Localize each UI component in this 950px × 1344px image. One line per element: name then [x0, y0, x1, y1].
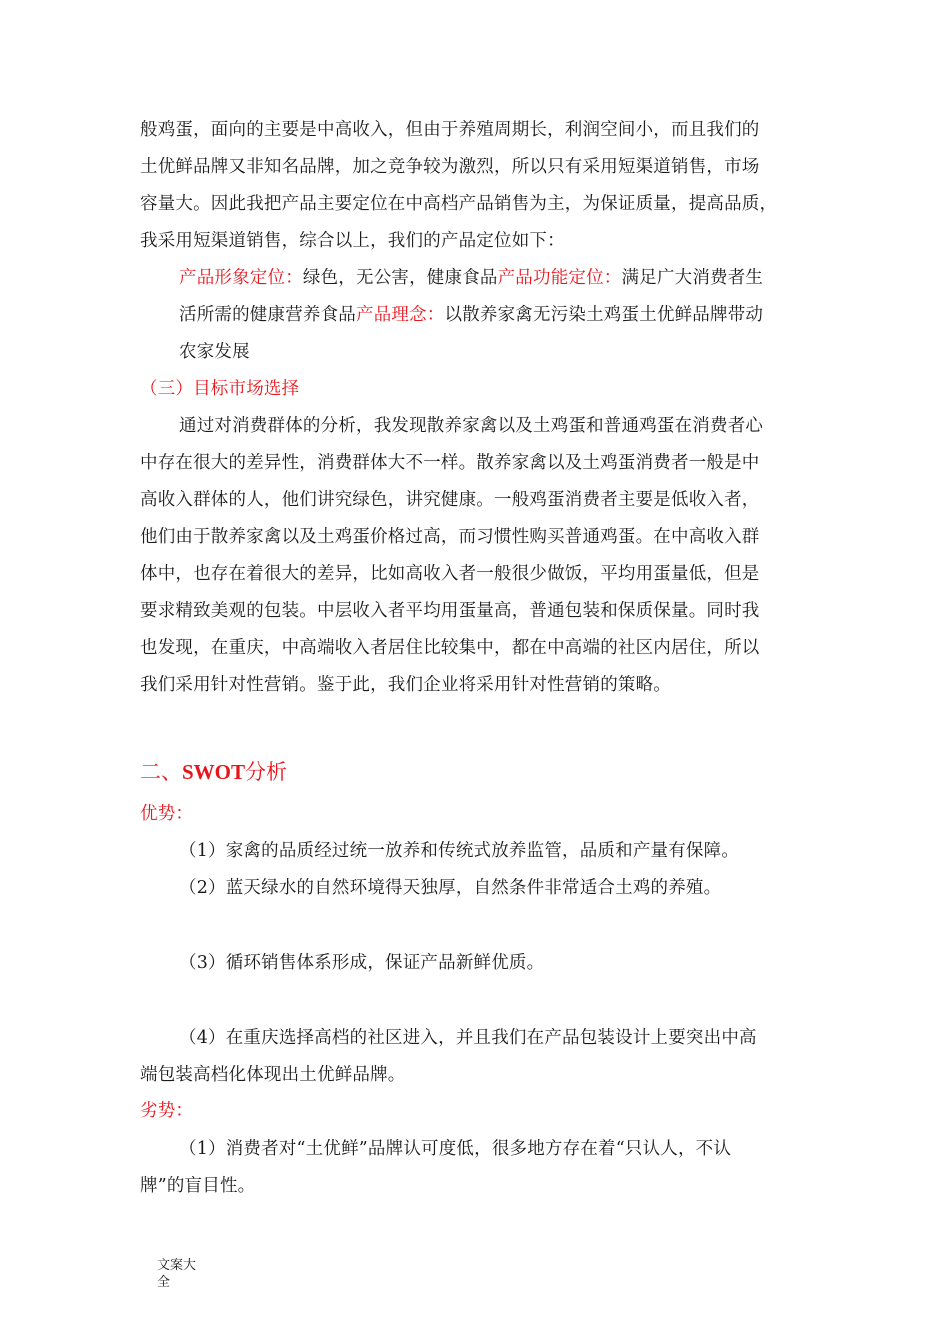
product-function-label: 产品功能定位：: [497, 268, 622, 288]
target-line-8: 我们采用针对性营销。鉴于此，我们企业将采用针对性营销的策略。: [140, 675, 671, 695]
strength-item-4: （4）在重庆选择高档的社区进入，并且我们在产品包装设计上要突出中高: [179, 1028, 757, 1048]
target-line-3: 高收入群体的人，他们讲究绿色，讲究健康。一般鸡蛋消费者主要是低收入者，: [140, 490, 760, 510]
product-concept-label: 产品理念：: [356, 305, 445, 325]
product-function-text: 满足广大消费者生: [621, 268, 764, 288]
footer-note: 文案大全: [157, 1258, 197, 1290]
swot-heading: [140, 758, 287, 786]
strength-item-2: （2）蓝天绿水的自然环境得天独厚，自然条件非常适合土鸡的养殖。: [179, 878, 722, 898]
strength-item-3: （3）循环销售体系形成，保证产品新鲜优质。: [179, 953, 545, 973]
product-concept-text: 以散养家禽无污染土鸡蛋土优鲜品牌带动: [444, 305, 764, 325]
target-line-2: 中存在很大的差异性，消费群体大不一样。散养家禽以及土鸡蛋消费者一般是中: [140, 453, 760, 473]
weakness-item-1-cont: 牌”的盲目性。: [140, 1176, 256, 1196]
positioning-line-2: [179, 303, 763, 327]
intro-line-1: 般鸡蛋，面向的主要是中高收入，但由于养殖周期长，利润空间小，而且我们的: [140, 120, 760, 140]
target-line-1: 通过对消费群体的分析，我发现散养家禽以及土鸡蛋和普通鸡蛋在消费者心: [179, 416, 764, 436]
product-image-label: 产品形象定位：: [179, 268, 303, 288]
target-line-4: 他们由于散养家禽以及土鸡蛋价格过高，而习惯性购买普通鸡蛋。在中高收入群: [140, 527, 760, 547]
swot-heading-suffix: 分析: [245, 760, 288, 784]
intro-line-4: 我采用短渠道销售，综合以上，我们的产品定位如下：: [140, 231, 565, 251]
section-target-heading: （三）目标市场选择: [140, 379, 300, 399]
weakness-item-1: （1）消费者对“土优鲜”品牌认可度低，很多地方存在着“只认人，不认: [179, 1139, 732, 1159]
strength-item-4-cont: 端包装高档化体现出土优鲜品牌。: [140, 1065, 406, 1085]
swot-heading-prefix: 二、: [140, 760, 182, 784]
intro-line-2: 土优鲜品牌又非知名品牌，加之竞争较为激烈，所以只有采用短渠道销售，市场: [140, 157, 760, 177]
strengths-label: 优势：: [140, 804, 194, 824]
target-line-7: 也发现，在重庆，中高端收入者居住比较集中，都在中高端的社区内居住，所以: [140, 638, 760, 658]
positioning-line-1: [179, 266, 763, 290]
target-line-5: 体中，也存在着很大的差异，比如高收入者一般很少做饭，平均用蛋量低，但是: [140, 564, 760, 584]
strength-item-1: （1）家禽的品质经过统一放养和传统式放养监管，品质和产量有保障。: [179, 841, 740, 861]
swot-heading-en: SWOT: [182, 760, 246, 784]
product-function-text-cont: 活所需的健康营养食品: [179, 305, 356, 325]
intro-line-3: 容量大。因此我把产品主要定位在中高档产品销售为主，为保证质量，提高品质，: [140, 194, 778, 214]
target-line-6: 要求精致美观的包装。中层收入者平均用蛋量高，普通包装和保质保量。同时我: [140, 601, 760, 621]
positioning-line-3: 农家发展: [179, 342, 250, 362]
weaknesses-label: 劣势：: [140, 1101, 194, 1121]
product-image-text: 绿色，无公害，健康食品: [302, 268, 498, 288]
